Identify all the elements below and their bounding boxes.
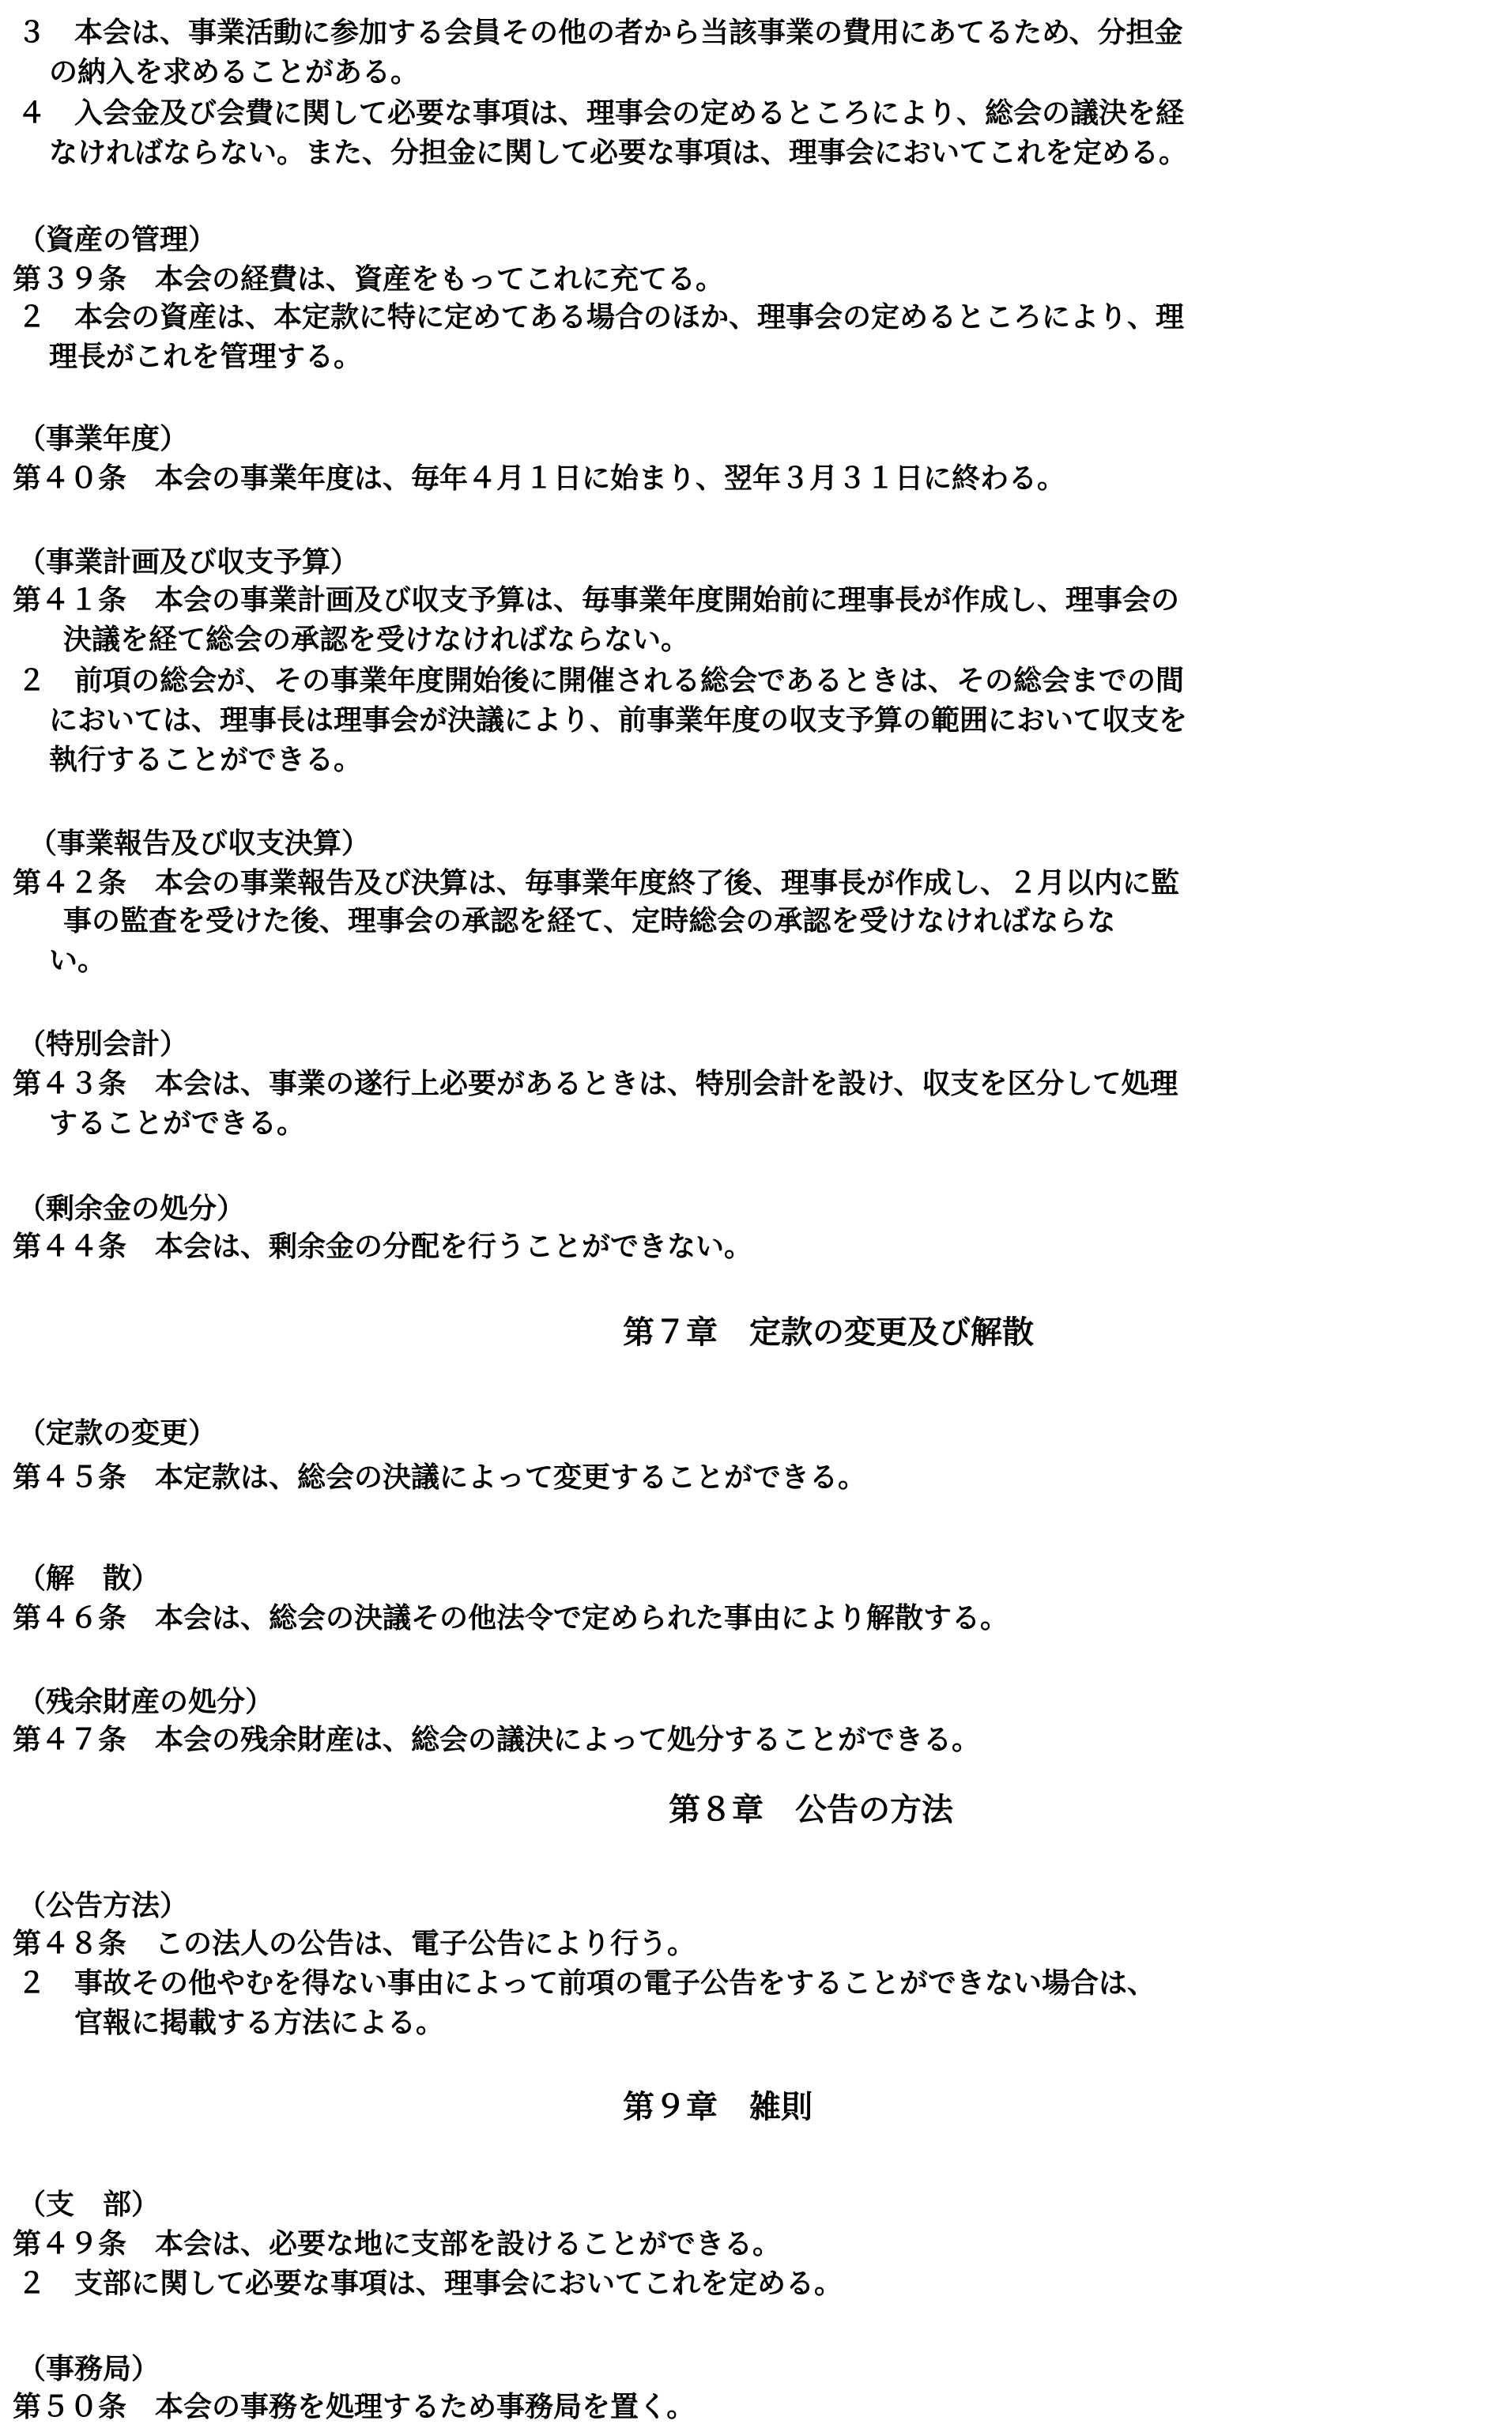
article-41-para-2-line-1: ２ 前項の総会が、その事業年度開始後に開催される総会であるときは、その総会までの間 bbox=[17, 665, 1185, 697]
article-49-para-2-line-1: ２ 支部に関して必要な事項は、理事会においてこれを定める。 bbox=[17, 2268, 843, 2300]
article-44-line-1: 第４４条 本会は、剰余金の分配を行うことができない。 bbox=[13, 1231, 753, 1263]
article-42-line-1: 第４２条 本会の事業報告及び決算は、毎事業年度終了後、理事長が作成し、２月以内に監 bbox=[13, 867, 1180, 899]
heading-secretariat: （事務局） bbox=[17, 2353, 160, 2385]
heading-fiscal-year: （事業年度） bbox=[17, 423, 189, 455]
article-48-line-1: 第４８条 この法人の公告は、電子公告により行う。 bbox=[13, 1928, 696, 1960]
article-47-line-1: 第４７条 本会の残余財産は、総会の議決によって処分することができる。 bbox=[13, 1724, 981, 1756]
article-39-para-2-line-1: ２ 本会の資産は、本定款に特に定めてある場合のほか、理事会の定めるところにより、理 bbox=[17, 301, 1185, 334]
article-41-line-1: 第４１条 本会の事業計画及び収支予算は、毎事業年度開始前に理事長が作成し、理事会の bbox=[13, 584, 1180, 616]
article-39-para-2-line-2: 理長がこれを管理する。 bbox=[49, 341, 363, 373]
heading-business-report-settlement: （事業報告及び収支決算） bbox=[28, 828, 371, 860]
heading-special-account: （特別会計） bbox=[17, 1028, 189, 1061]
article-48-para-2-line-1: ２ 事故その他やむを得ない事由によって前項の電子公告をすることができない場合は、 bbox=[17, 1967, 1156, 2000]
article-42-line-3: い。 bbox=[49, 944, 107, 977]
article-38-para-4-line-1: ４ 入会金及び会費に関して必要な事項は、理事会の定めるところにより、総会の議決を経 bbox=[17, 97, 1185, 130]
article-48-para-2-line-2: 官報に掲載する方法による。 bbox=[74, 2007, 445, 2039]
heading-branches: （支 部） bbox=[17, 2189, 160, 2221]
article-41-line-2: 決議を経て総会の承認を受けなければならない。 bbox=[63, 624, 690, 656]
article-39-line-1: 第３９条 本会の経費は、資産をもってこれに充てる。 bbox=[13, 263, 725, 296]
heading-surplus-disposal: （剰余金の処分） bbox=[17, 1193, 246, 1225]
article-41-para-2-line-3: 執行することができる。 bbox=[49, 744, 363, 776]
heading-public-notice: （公告方法） bbox=[17, 1890, 189, 1922]
heading-articles-amendment: （定款の変更） bbox=[17, 1417, 217, 1450]
article-38-para-3-line-2: の納入を求めることがある。 bbox=[49, 56, 420, 89]
article-38-para-3-line-1: ３ 本会は、事業活動に参加する会員その他の者から当該事業の費用にあてるため、分担金 bbox=[17, 17, 1183, 49]
article-40-line-1: 第４０条 本会の事業年度は、毎年４月１日に始まり、翌年３月３１日に終わる。 bbox=[13, 462, 1066, 495]
chapter-9-title: 第９章 雑則 bbox=[623, 2089, 813, 2125]
heading-residual-assets: （残余財産の処分） bbox=[17, 1686, 274, 1718]
chapter-8-title: 第８章 公告の方法 bbox=[669, 1792, 953, 1828]
article-42-line-2: 事の監査を受けた後、理事会の承認を経て、定時総会の承認を受けなければならな bbox=[63, 905, 1116, 937]
article-38-para-4-line-2: なければならない。また、分担金に関して必要な事項は、理事会においてこれを定める。 bbox=[49, 137, 1188, 169]
article-50-line-1: 第５０条 本会の事務を処理するため事務局を置く。 bbox=[13, 2391, 696, 2423]
article-43-line-2: することができる。 bbox=[49, 1107, 306, 1140]
article-49-line-1: 第４９条 本会は、必要な地に支部を設けることができる。 bbox=[13, 2228, 782, 2260]
article-43-line-1: 第４３条 本会は、事業の遂行上必要があるときは、特別会計を設け、収支を区分して処理 bbox=[13, 1068, 1178, 1100]
article-46-line-1: 第４６条 本会は、総会の決議その他法令で定められた事由により解散する。 bbox=[13, 1602, 1009, 1634]
article-45-line-1: 第４５条 本定款は、総会の決議によって変更することができる。 bbox=[13, 1461, 867, 1494]
heading-business-plan-budget: （事業計画及び収支予算） bbox=[17, 546, 360, 579]
heading-dissolution: （解 散） bbox=[17, 1563, 160, 1595]
heading-asset-management: （資産の管理） bbox=[17, 224, 217, 256]
article-41-para-2-line-2: においては、理事長は理事会が決議により、前事業年度の収支予算の範囲において収支を bbox=[49, 704, 1188, 737]
chapter-7-title: 第７章 定款の変更及び解散 bbox=[623, 1314, 1034, 1351]
